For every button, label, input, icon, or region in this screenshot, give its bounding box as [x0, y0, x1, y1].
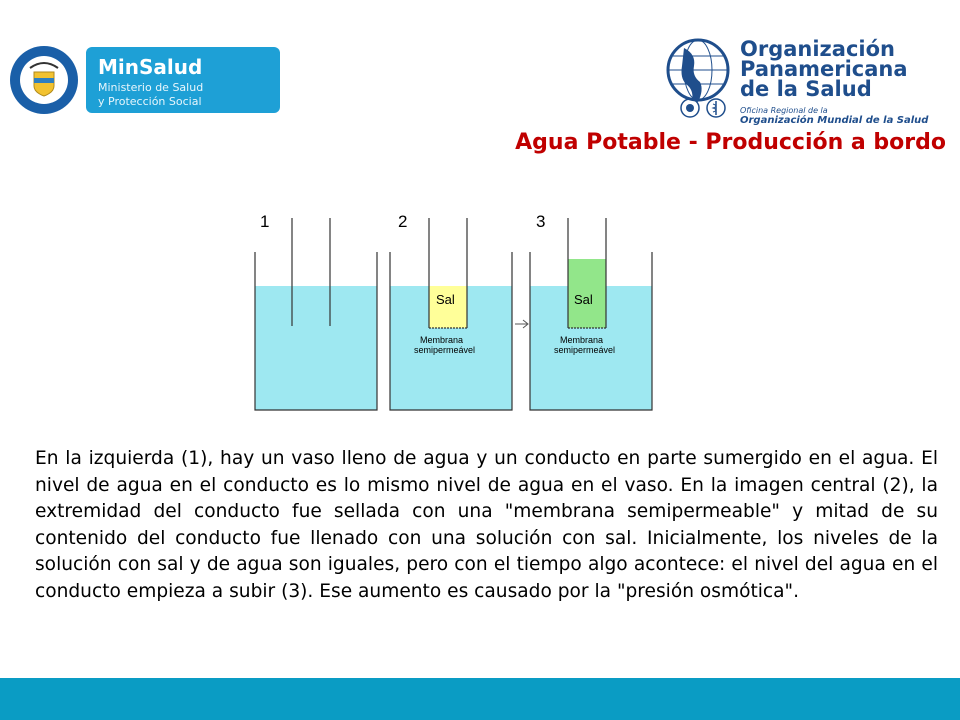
- who-emblem-icon: [706, 98, 726, 118]
- ops-name-line3: de la Salud: [740, 77, 872, 101]
- beaker-1: [255, 218, 377, 410]
- slide-title: Agua Potable - Producción a bordo: [515, 130, 946, 155]
- minsalud-name: MinSalud: [98, 55, 203, 79]
- minsalud-line1: Ministerio de Salud: [98, 81, 204, 94]
- membrane-label-2-line1: Membrana: [420, 335, 464, 345]
- ops-name-line2: Panamericana: [740, 57, 908, 81]
- minsalud-logo: [8, 44, 273, 116]
- colombia-seal-icon: [8, 44, 80, 116]
- water-1: [255, 286, 377, 410]
- beaker-label-2: 2: [398, 212, 408, 231]
- ops-subtitle-line1: Oficina Regional de la: [740, 106, 828, 115]
- salt-label-3: Sal: [574, 292, 593, 307]
- salt-label-2: Sal: [436, 292, 455, 307]
- membrane-label-3-line1: Membrana: [560, 335, 604, 345]
- minsalud-box: [86, 47, 280, 113]
- osmosis-diagram: [240, 200, 670, 420]
- beaker-label-3: 3: [536, 212, 546, 231]
- minsalud-line2: y Protección Social: [98, 95, 202, 108]
- membrane-label-3-line2: semipermeável: [554, 345, 616, 355]
- beaker-2: [390, 218, 512, 410]
- ops-name-line1: Organización: [740, 37, 895, 61]
- body-paragraph: En la izquierda (1), hay un vaso lleno de agua y un conducto en parte sumergido en el agua. El nivel de agua en el conducto es lo mismo nivel de agua en el vaso. En la imagen central (2), la extremidad del conducto fue sellada con una "membrana semipermeable" y mitad de su contenido del conducto fue llenado con una solución con sal. Inicialmente, los niveles de la solución con sal y de agua son iguales, pero con el tiempo algo acontece: el nivel del agua en el conducto empieza a subir (3). Ese aumento es causado por la "presión osmótica".: [35, 448, 938, 602]
- arrow-right-icon: [515, 320, 528, 328]
- beaker-label-1: 1: [260, 212, 270, 231]
- footer-bar: [0, 678, 960, 720]
- ops-emblem-icon: [680, 98, 700, 118]
- membrane-label-2-line2: semipermeável: [414, 345, 476, 355]
- ops-logo: [662, 36, 952, 131]
- beaker-3: [530, 218, 652, 410]
- ops-subtitle-line2: Organización Mundial de la Salud: [740, 115, 929, 126]
